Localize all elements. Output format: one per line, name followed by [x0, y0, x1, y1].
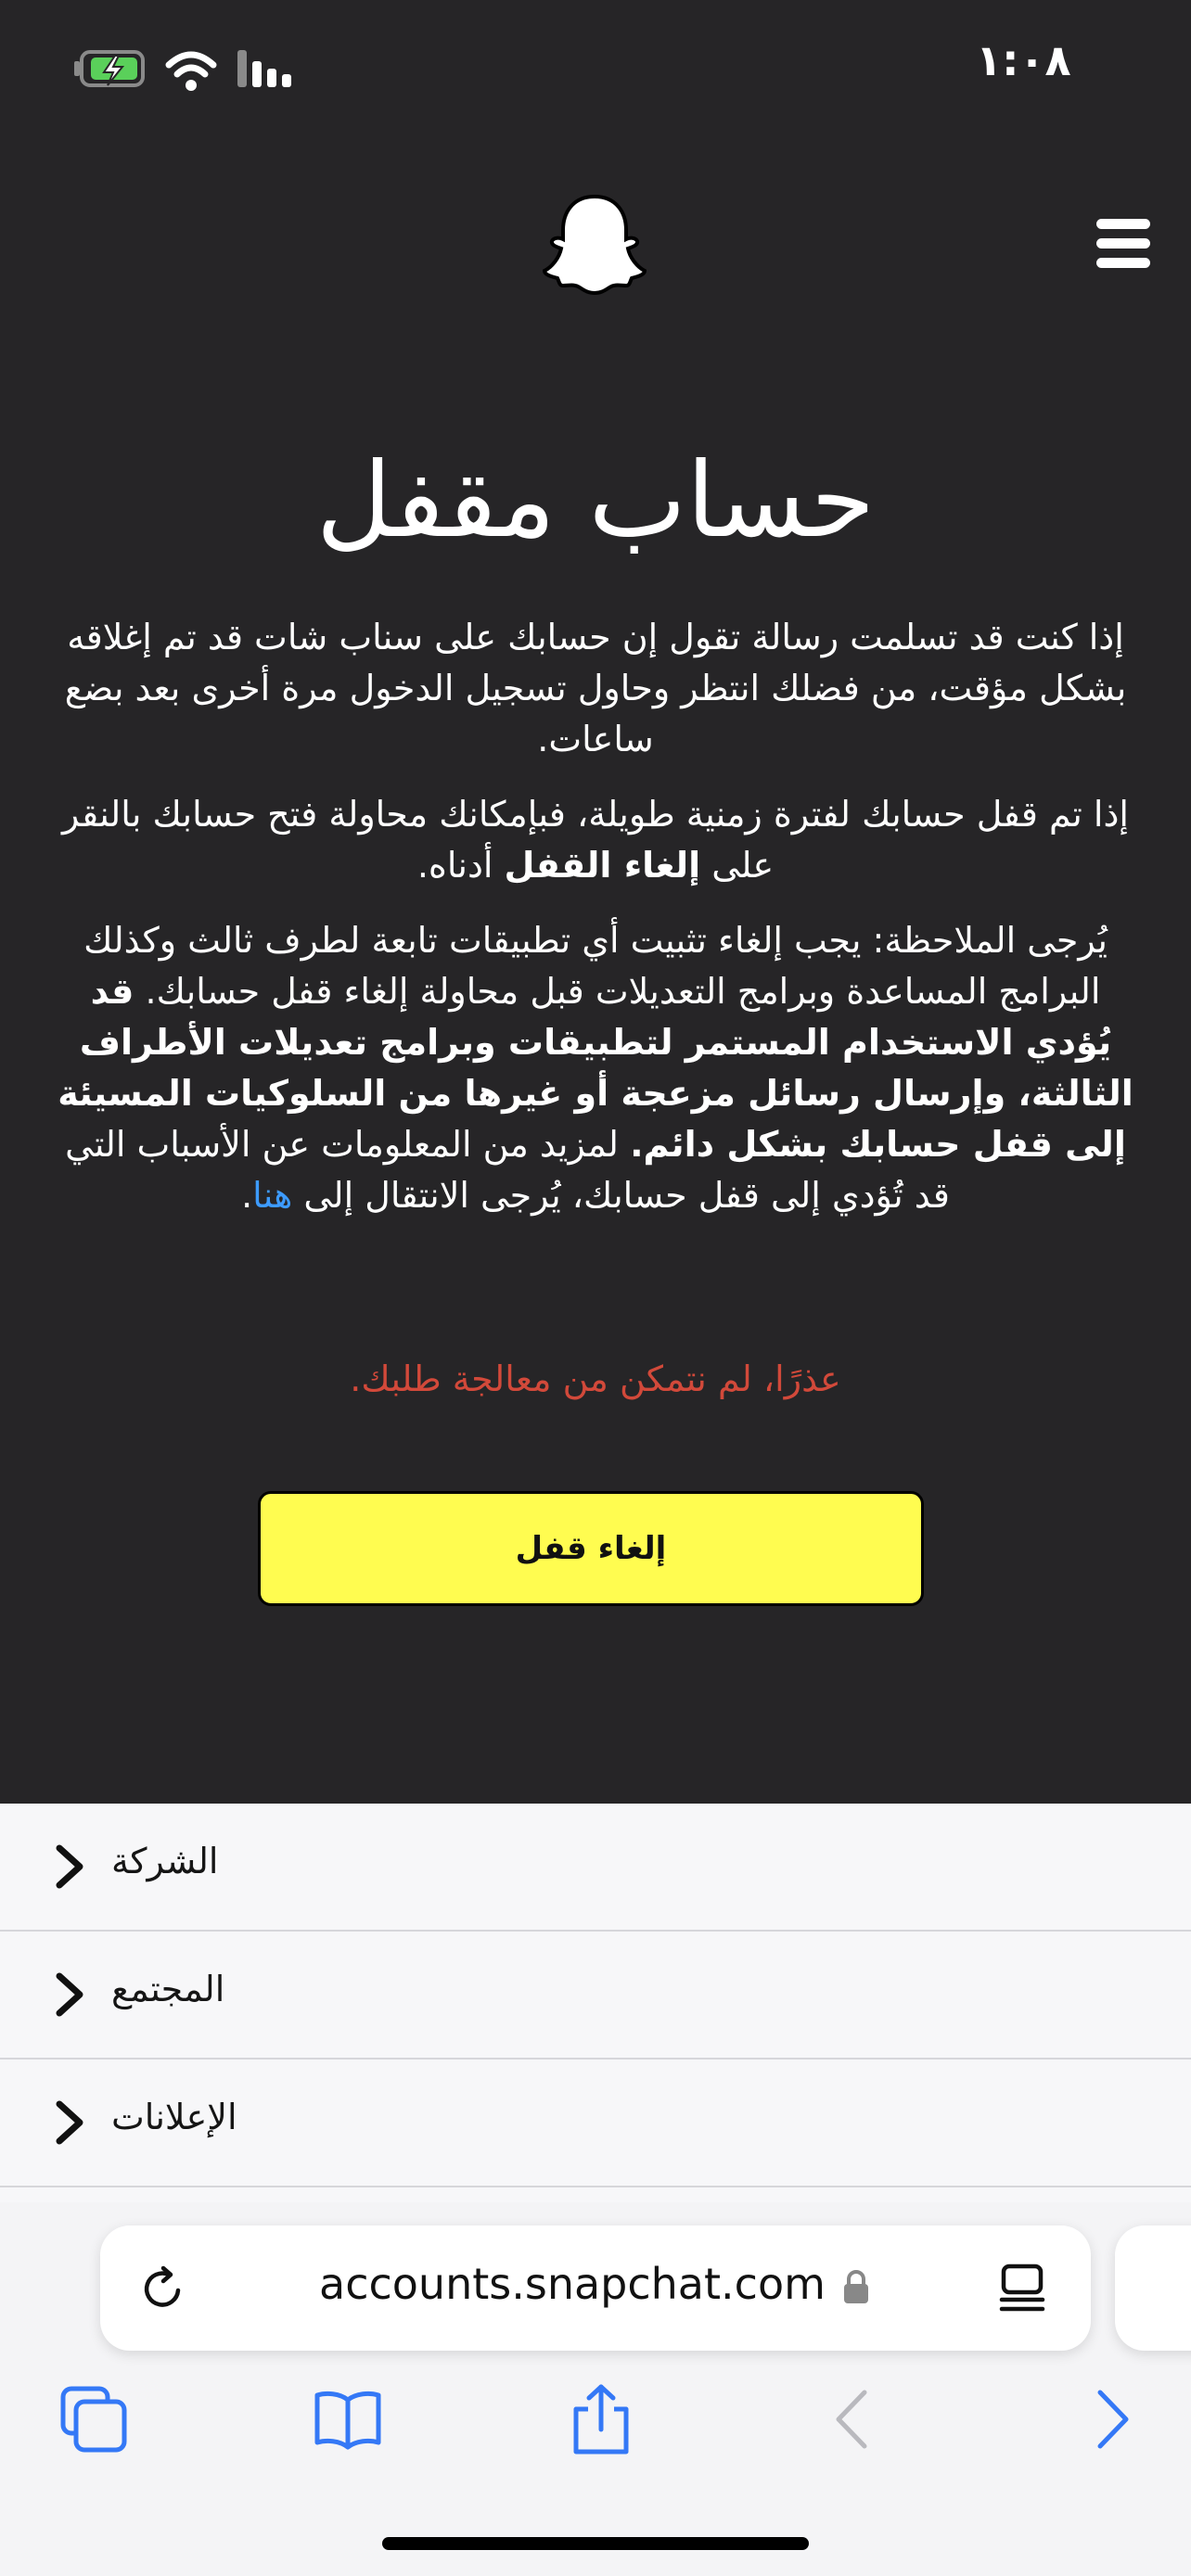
footer-links	[0, 1804, 1191, 2202]
share-icon[interactable]	[565, 2383, 637, 2455]
main-content	[45, 612, 1146, 1245]
para2-end: أدناه.	[416, 845, 493, 886]
footer-item-community[interactable]	[0, 1932, 1191, 2060]
home-indicator[interactable]	[382, 2537, 809, 2550]
address-bar[interactable]	[100, 2225, 1091, 2351]
reload-icon[interactable]	[137, 2263, 189, 2315]
site-header	[0, 130, 1191, 371]
cellular-signal-icon	[237, 50, 291, 87]
para2-bold: إلغاء القفل	[504, 845, 701, 886]
error-message: عذرًا، لم نتمكن من معالجة طلبك.	[350, 1358, 841, 1399]
reader-icon[interactable]	[998, 2263, 1048, 2315]
status-time: ١:٠٨	[976, 35, 1071, 85]
chevron-right-icon	[52, 1844, 89, 1889]
wifi-icon	[169, 55, 213, 91]
footer-item-company[interactable]	[0, 1804, 1191, 1932]
footer-item-label: الإعلانات	[111, 2097, 237, 2137]
bookmarks-icon[interactable]	[312, 2383, 384, 2455]
footer-item-label: المجتمع	[111, 1969, 225, 2009]
page-title: حساب مقفل	[315, 440, 876, 561]
unlock-button[interactable]: إلغاء قفل	[258, 1491, 924, 1606]
battery-charging-icon	[74, 52, 143, 85]
info-paragraph-2	[45, 789, 1146, 891]
hamburger-menu-icon[interactable]	[1096, 219, 1150, 269]
para2-text: إذا تم قفل حسابك لفترة زمنية طويلة، فبإمكانك محاولة فتح حسابك بالنقر على	[62, 794, 1129, 886]
chevron-right-icon	[52, 1972, 89, 2017]
snapchat-ghost-icon[interactable]	[543, 191, 647, 295]
para3-text: يُرجى الملاحظة: يجب إلغاء تثبيت أي تطبيقات تابعة لطرف ثالث وكذلك البرامج المساعدة وبرامج التعديلات قبل محاولة إلغاء قفل حسابك.	[83, 920, 1108, 1012]
here-link[interactable]: هنا	[252, 1175, 293, 1216]
next-tab-preview[interactable]	[1115, 2225, 1191, 2351]
forward-icon[interactable]	[1076, 2383, 1148, 2455]
info-paragraph-1: إذا كنت قد تسلمت رسالة تقول إن حسابك على سناب شات قد تم إغلاقه بشكل مؤقت، من فضلك انتظر وحاول تسجيل الدخول مرة أخرى بعد بضع ساعات.	[64, 617, 1127, 759]
status-bar	[0, 0, 1191, 130]
tabs-icon[interactable]	[58, 2383, 130, 2455]
back-icon[interactable]	[816, 2383, 889, 2455]
lock-icon	[842, 2268, 870, 2305]
chevron-right-icon	[52, 2100, 89, 2145]
info-paragraph-3	[45, 915, 1146, 1221]
url-text: accounts.snapchat.com	[319, 2259, 826, 2309]
browser-toolbar	[0, 2202, 1191, 2576]
footer-item-ads[interactable]	[0, 2060, 1191, 2187]
footer-item-label: الشركة	[111, 1841, 219, 1881]
para3-end: .	[241, 1175, 253, 1216]
status-icons	[74, 45, 315, 96]
para3-bold: قد يُؤدي الاستخدام المستمر لتطبيقات وبرامج تعديلات الأطراف الثالثة، وإرسال رسائل مزعجة أو غيرها من السلوكيات المسيئة إلى قفل حسابك بشكل دائم.	[58, 971, 1133, 1165]
para3-after: لمزيد من المعلومات عن الأسباب التي قد تُؤدي إلى قفل حسابك، يُرجى الانتقال إلى	[65, 1124, 950, 1216]
